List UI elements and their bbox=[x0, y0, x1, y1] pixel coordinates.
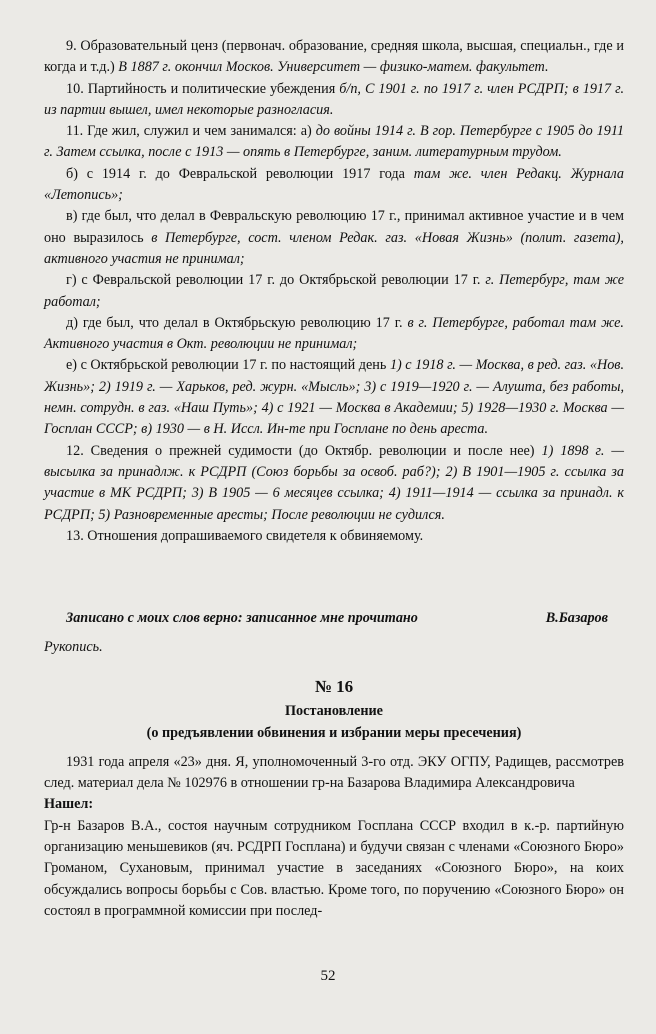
document-subtitle: (о предъявлении обвинения и избрании меры пресечения) bbox=[146, 724, 522, 741]
item-11g: г) с Февральской революции 17 г. до Октябрьской революции 17 г. г. Петербург, там же работал; bbox=[44, 272, 625, 310]
manuscript-note: Рукопись. bbox=[44, 639, 103, 656]
item-13: 13. Отношения допрашиваемого свидетеля к обвиняемому. bbox=[66, 527, 424, 544]
item-11b: б) с 1914 г. до Февральской революции 1917 года там же. член Редакц. Журнала «Летопись»; bbox=[44, 165, 624, 204]
signature-name: В.Базаров bbox=[545, 610, 608, 626]
questionnaire-items bbox=[44, 36, 624, 547]
item-9: 9. Образовательный ценз (первонач. образование, средняя школа, высшая, специальн., где и когда и т.д.) В 1887 г. окончил Москов. Университет — физико-матем. факультет. bbox=[44, 38, 624, 76]
item-11d: д) где был, что делал в Октябрьскую революцию 17 г. в г. Петербурге, работал там же. Активного участия в Окт. революции не принимал; bbox=[44, 314, 624, 353]
document-16 bbox=[44, 676, 624, 922]
document-title: Постановление bbox=[285, 703, 383, 720]
item-11e: е) с Октябрьской революции 17 г. по настоящий день 1) с 1918 г. — Москва, в ред. газ. «Нов. Жизнь»; 2) 1919 г. — Харьков, ред. журн. «Мысль»; 3) с 1919—1920 г. — Алушта, без работы, немн. сотрудн. в газ. «Наш Путь»; 4) с 1921 — Москва в Академии; 5) 1928—1930 г. Москва — Госплан СССР; в) 1930 — в Н. Иссл. Ин-те при Госплане по день ареста. bbox=[44, 357, 624, 438]
found-label: Нашел: bbox=[44, 796, 94, 813]
signature-block bbox=[44, 608, 624, 659]
item-12: 12. Сведения о прежней судимости (до Октябр. революции и после нее) 1) 1898 г. — высылка за принадлж. к РСДРП (Союз борьбы за освоб. раб?); 2) В 1901—1905 г. ссылка за участие в МК РСДРП; 3) В 1905 — 6 месяцев ссылка; 4) 1911—1914 — ссылка за принадл. к РСДРП; 5) Разновременные аресты; После революции не судился. bbox=[44, 442, 624, 523]
item-11v: в) где был, что делал в Февральскую революцию 17 г., принимал активное участие и в чем оно выразилось в Петербурге, сост. членом Редак. газ. «Новая Жизнь» (полит. газета), активного участия не принимал; bbox=[44, 208, 624, 267]
signature-row bbox=[44, 608, 624, 629]
item-11: 11. Где жил, служил и чем занимался: а) до войны 1914 г. В гор. Петербурге с 1905 до 1911 г. Затем ссылка, после с 1913 — опять в Петербурге, заним. литературным трудом. bbox=[44, 123, 624, 161]
document-intro: 1931 года апреля «23» дня. Я, уполномоченный 3-го отд. ЭКУ ОГПУ, Радищев, рассмотрев след. материал дела № 102976 в отношении гр-на Базарова Владимира Александровича bbox=[44, 753, 624, 792]
signature-statement: Записано с моих слов верно: записанное мне прочитано bbox=[66, 610, 418, 626]
item-10: 10. Партийность и политические убеждения б/п, С 1901 г. по 1917 г. член РСДРП; в 1917 г. из партии вышел, имел некоторые разногласия. bbox=[44, 80, 624, 118]
page-number: 52 bbox=[320, 968, 336, 984]
document-body: Гр-н Базаров В.А., состоя научным сотрудником Госплана СССР входил в к.-р. партийную организацию меньшевиков (яч. РСДРП Госплана) и будучи связан с членами «Союзного Бюро» Громаном, Сухановым, принимал участие в заседаниях «Союзного Бюро», на коих обсуждались вопросы борьбы с Сов. властью. Кроме того, по поручению «Союзного Бюро» он состоял в программной комиссии при послед- bbox=[44, 817, 624, 919]
document-number: № 16 bbox=[314, 677, 354, 696]
